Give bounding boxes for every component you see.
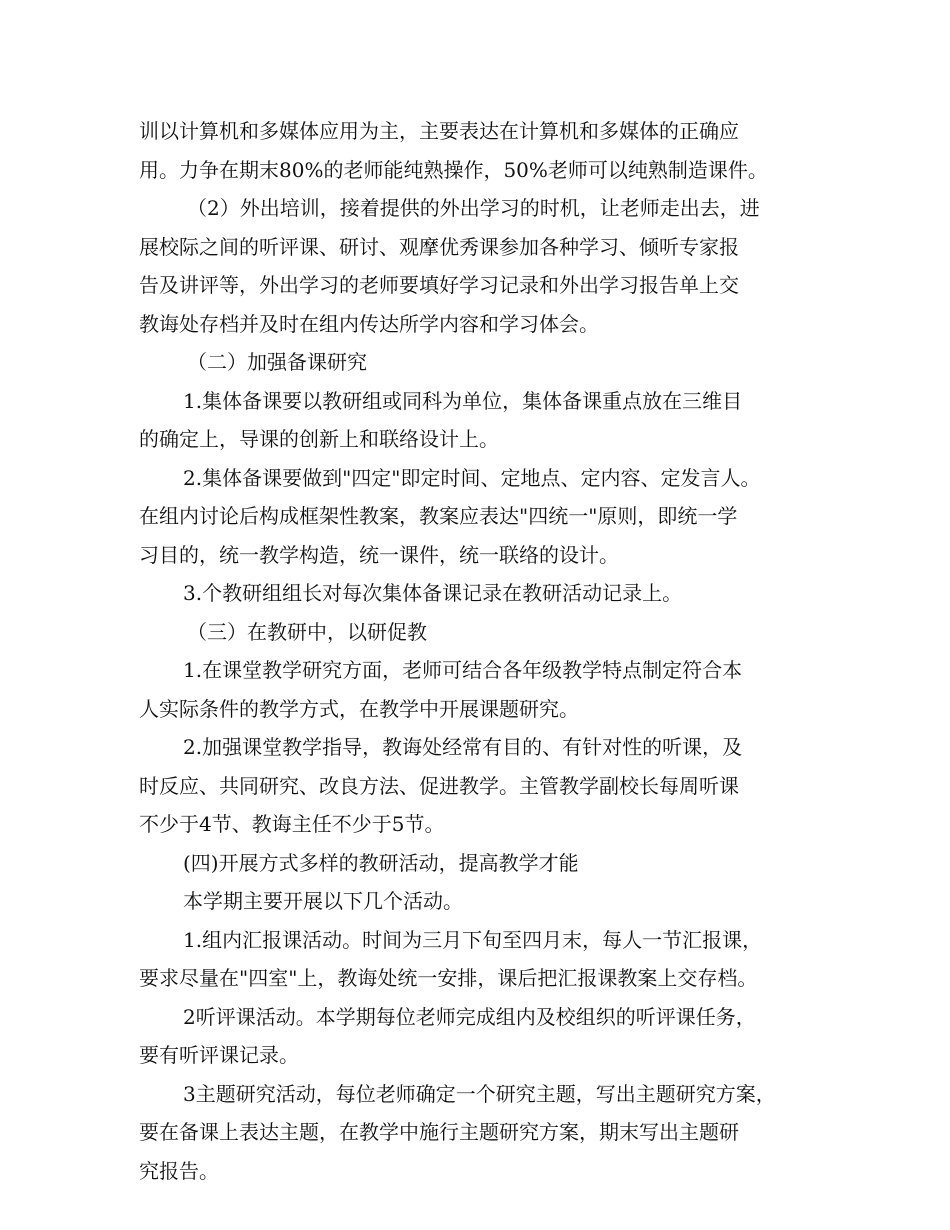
text-line: 不少于4节、教诲主任不少于5节。 bbox=[139, 812, 445, 836]
document-body bbox=[139, 112, 829, 1190]
text-line: 训以计算机和多媒体应用为主，主要表达在计算机和多媒体的正确应 bbox=[139, 119, 739, 143]
text-line: 在组内讨论后构成框架性教案，教案应表达"四统一"原则，即统一学 bbox=[139, 504, 738, 528]
text-line: 要有听评课记录。 bbox=[139, 1043, 299, 1067]
text-line: 时反应、共同研究、改良方法、促进教学。主管教学副校长每周听课 bbox=[139, 773, 739, 798]
text-line: 人实际条件的教学方式，在教学中开展课题研究。 bbox=[139, 696, 579, 721]
text-line: 本学期主要开展以下几个活动。 bbox=[183, 889, 463, 913]
text-line: (四)开展方式多样的教研活动，提高教学才能 bbox=[183, 850, 579, 875]
text-line: （2）外出培训，接着提供的外出学习的时机，让老师走出去，进 bbox=[187, 196, 760, 220]
text-line: 的确定上，导课的创新上和联络设计上。 bbox=[139, 427, 499, 451]
text-line: 究报告。 bbox=[139, 1158, 219, 1183]
text-line: （三）在教研中，以研促教 bbox=[187, 619, 427, 644]
text-line: 告及讲评等，外出学习的老师要填好学习记录和外出学习报告单上交 bbox=[139, 273, 739, 297]
text-line: 3.个教研组组长对每次集体备课记录在教研活动记录上。 bbox=[183, 581, 683, 605]
text-line: 要求尽量在"四室"上，教诲处统一安排，课后把汇报课教案上交存档。 bbox=[139, 966, 758, 990]
text-line: 教诲处存档并及时在组内传达所学内容和学习体会。 bbox=[139, 311, 599, 336]
text-line: 1.在课堂教学研究方面，老师可结合各年级教学特点制定符合本 bbox=[183, 658, 743, 682]
text-line: （二）加强备课研究 bbox=[187, 350, 367, 374]
text-line: 2.加强课堂教学指导，教诲处经常有目的、有针对性的听课，及 bbox=[183, 735, 743, 759]
text-line: 1.组内汇报课活动。时间为三月下旬至四月末，每人一节汇报课， bbox=[183, 927, 763, 952]
text-line: 1.集体备课要以教研组或同科为单位，集体备课重点放在三维目 bbox=[183, 388, 743, 413]
text-line: 展校际之间的听评课、研讨、观摩优秀课参加各种学习、倾听专家报 bbox=[139, 234, 739, 259]
text-line: 习目的，统一教学构造，统一课件，统一联络的设计。 bbox=[139, 542, 619, 567]
text-line: 2.集体备课要做到"四定"即定时间、定地点、定内容、定发言人。 bbox=[183, 465, 761, 490]
text-line: 要在备课上表达主题，在教学中施行主题研究方案，期末写出主题研 bbox=[139, 1120, 739, 1144]
text-line: 用。力争在期末80%的老师能纯熟操作，50%老师可以纯熟制造课件。 bbox=[139, 157, 768, 182]
text-line: 2听评课活动。本学期每位老师完成组内及校组织的听评课任务， bbox=[183, 1004, 756, 1029]
text-line: 3主题研究活动，每位老师确定一个研究主题，写出主题研究方案， bbox=[183, 1081, 776, 1106]
